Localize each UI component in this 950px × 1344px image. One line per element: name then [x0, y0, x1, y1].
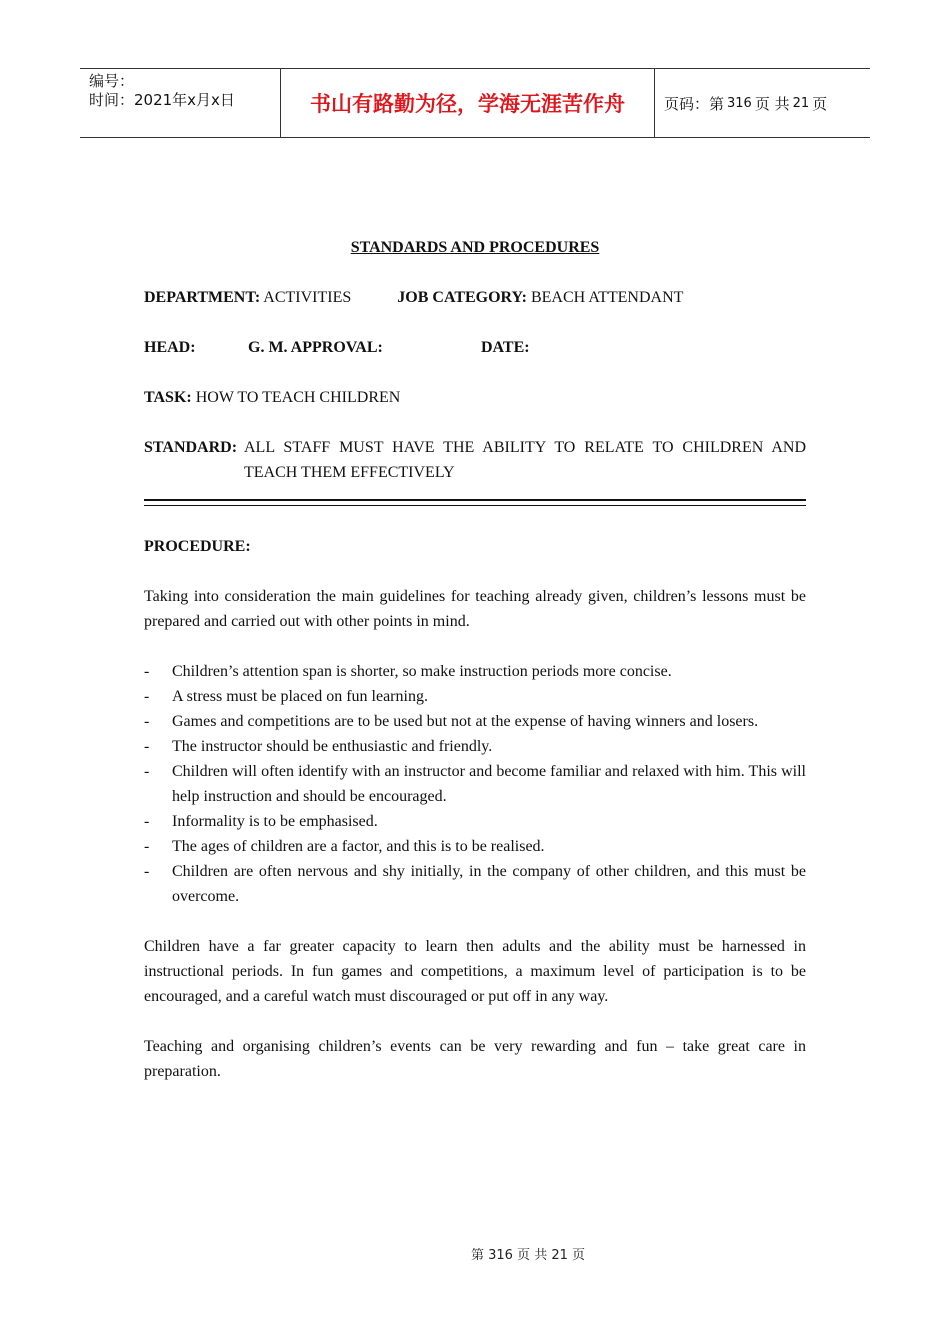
job-category-label: JOB CATEGORY: — [397, 289, 527, 306]
head-label: HEAD: — [144, 339, 196, 356]
standard-label: STANDARD: — [144, 439, 238, 456]
list-item — [144, 684, 806, 709]
task-row — [144, 385, 806, 410]
number-label: 编号： — [89, 72, 135, 90]
task-label: TASK: — [144, 389, 192, 406]
guideline-list — [144, 659, 806, 909]
list-item-text: The instructor should be enthusiastic and friendly. — [172, 738, 493, 755]
page-total: 21 — [792, 95, 810, 111]
department-row — [144, 285, 806, 310]
list-item — [144, 759, 806, 809]
bullet-marker: - — [144, 663, 150, 680]
list-item — [144, 859, 806, 909]
bullet-marker: - — [144, 863, 150, 880]
list-item-text: Children will often identify with an instructor and become familiar and relaxed with him. This will help instruction and should be encouraged. — [172, 763, 806, 805]
document-body — [144, 235, 806, 1109]
bullet-marker: - — [144, 688, 150, 705]
gm-approval-label: G. M. APPROVAL: — [248, 339, 383, 356]
list-item — [144, 659, 806, 684]
double-rule — [144, 499, 806, 506]
page-footer: 第 316 页 共 21 页 — [470, 1248, 586, 1263]
list-item-text: Informality is to be emphasised. — [172, 813, 378, 830]
closing-paragraph: Teaching and organising children’s events can be very rewarding and fun – take great care in preparation. — [144, 1038, 806, 1080]
bullet-marker: - — [144, 713, 150, 730]
bullet-marker: - — [144, 838, 150, 855]
standard-row — [144, 435, 806, 485]
bullet-marker: - — [144, 763, 150, 780]
page-prefix: 页码：第 — [664, 94, 725, 113]
list-item — [144, 809, 806, 834]
page-mid: 页 共 — [754, 94, 790, 113]
date-label: DATE: — [481, 339, 530, 356]
page-suffix: 页 — [812, 94, 828, 113]
header-meta — [80, 69, 280, 137]
list-item-text: Games and competitions are to be used but not at the expense of having winners and losers. — [172, 713, 759, 730]
list-item-text: Children are often nervous and shy initially, in the company of other children, and this must be overcome. — [172, 863, 806, 905]
department-label: DEPARTMENT: — [144, 289, 261, 306]
list-item — [144, 834, 806, 859]
capacity-paragraph: Children have a far greater capacity to learn then adults and the ability must be harnessed in instructional periods. In fun games and competitions, a maximum level of participation is to be encouraged, and a careful watch must discouraged or put off in any way. — [144, 938, 806, 1005]
standard-value: ALL STAFF MUST HAVE THE ABILITY TO RELATE TO CHILDREN AND TEACH THEM EFFECTIVELY — [244, 439, 806, 481]
procedure-heading: PROCEDURE: — [144, 538, 251, 555]
list-item-text: The ages of children are a factor, and this is to be realised. — [172, 838, 545, 855]
department-value: ACTIVITIES — [263, 289, 352, 306]
page-current: 316 — [727, 95, 752, 111]
time-label: 时间：2021年x月x日 — [89, 91, 235, 109]
list-item — [144, 709, 806, 734]
bullet-marker: - — [144, 738, 150, 755]
intro-paragraph: Taking into consideration the main guidelines for teaching already given, children’s lessons must be prepared and carried out with other points in mind. — [144, 588, 806, 630]
list-item-text: Children’s attention span is shorter, so make instruction periods more concise. — [172, 663, 672, 680]
approval-row — [144, 335, 806, 360]
document-title: STANDARDS AND PROCEDURES — [350, 239, 600, 256]
list-item-text: A stress must be placed on fun learning. — [172, 688, 428, 705]
header-motto: 书山有路勤为径，学海无涯苦作舟 — [310, 92, 625, 116]
page-header — [80, 68, 870, 138]
job-category-value: BEACH ATTENDANT — [530, 289, 684, 306]
task-value: HOW TO TEACH CHILDREN — [195, 389, 401, 406]
header-page-info — [655, 69, 870, 137]
list-item — [144, 734, 806, 759]
bullet-marker: - — [144, 813, 150, 830]
